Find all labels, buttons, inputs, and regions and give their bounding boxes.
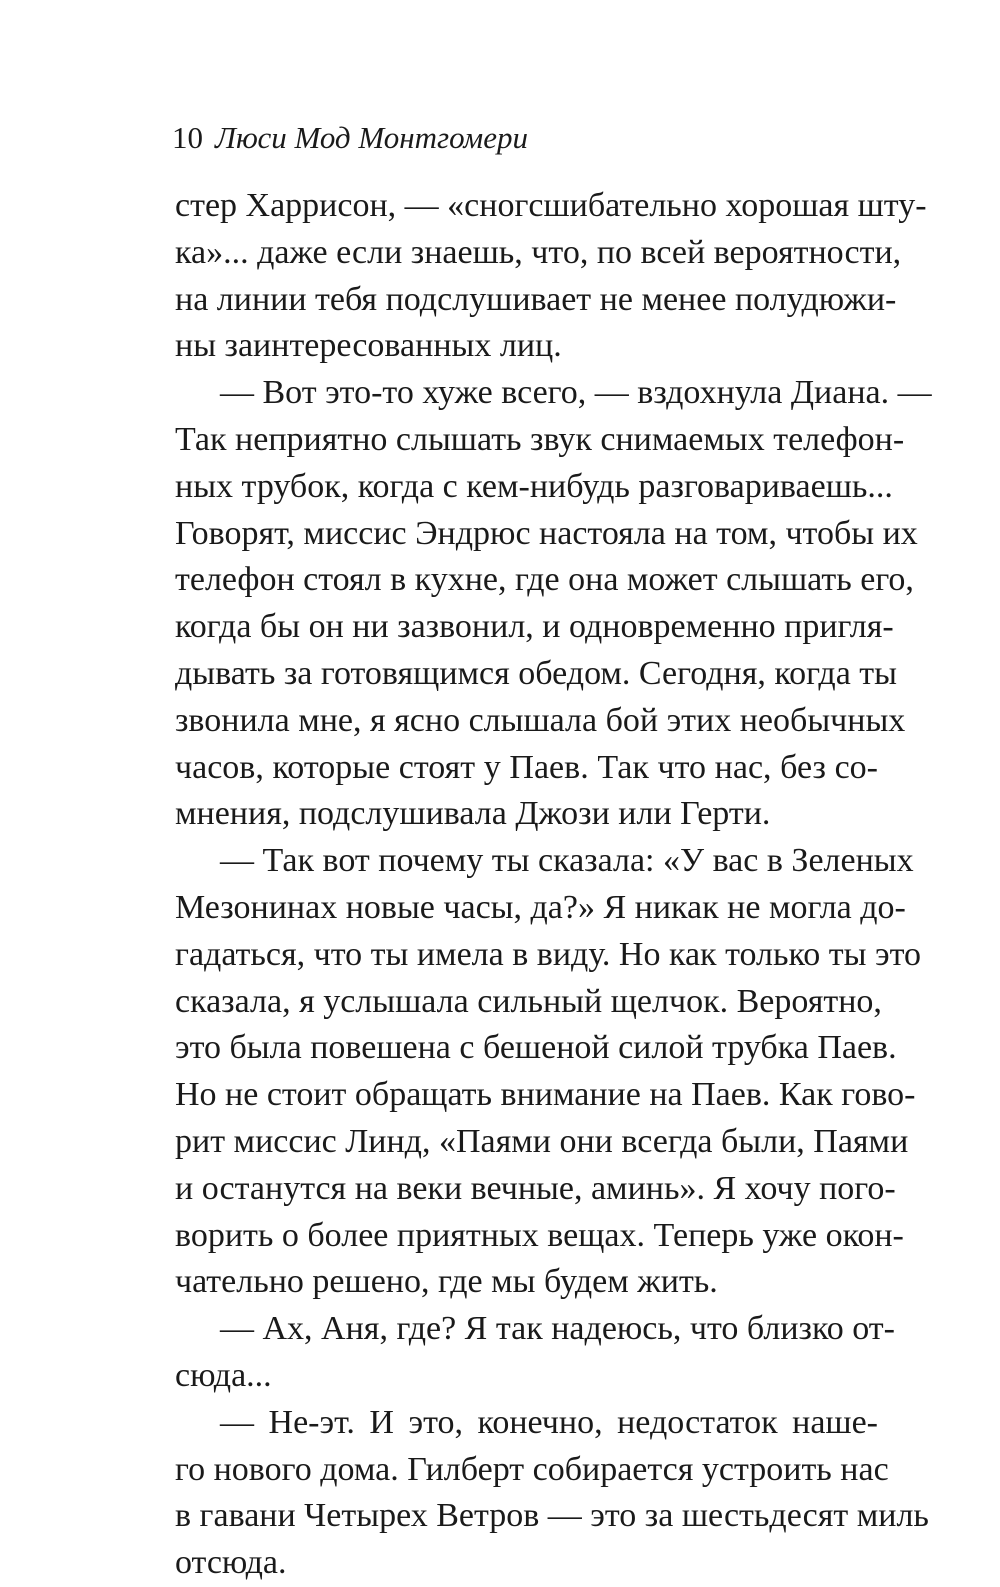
text-line: в гавани Четырех Ветров — это за шестьдесят миль xyxy=(175,1497,929,1535)
text-line: рит миссис Линд, «Паями они всегда были, Паями xyxy=(175,1122,909,1160)
text-line: ка»... даже если знаешь, что, по всей вероятности, xyxy=(175,233,902,271)
text-line: сюда... xyxy=(175,1356,272,1394)
text-line: ворить о более приятных вещах. Теперь уже окон- xyxy=(175,1216,904,1254)
text-line: сказала, я услышала сильный щелчок. Вероятно, xyxy=(175,982,882,1020)
text-line: это была повешена с бешеной силой трубка Паев. xyxy=(175,1029,897,1067)
text-line: гадаться, что ты имела в виду. Но как только ты это xyxy=(175,935,922,973)
text-line: чательно решено, где мы будем жить. xyxy=(175,1263,718,1301)
text-line: дывать за готовящимся обедом. Сегодня, когда ты xyxy=(175,654,898,692)
text-line: звонила мне, я ясно слышала бой этих необычных xyxy=(175,701,906,739)
text-line: Мезонинах новые часы, да?» Я никак не могла до- xyxy=(175,888,906,926)
text-line: — Ах, Аня, где? Я так надеюсь, что близко от- xyxy=(220,1310,895,1348)
text-line: — Так вот почему ты сказала: «У вас в Зеленых xyxy=(220,842,914,880)
text-line: отсюда. xyxy=(175,1544,287,1582)
body-text xyxy=(175,183,932,1587)
text-line: ных трубок, когда с кем-нибудь разговариваешь... xyxy=(175,467,893,505)
text-line: телефон стоял в кухне, где она может слышать его, xyxy=(175,561,914,599)
text-line: мнения, подслушивала Джози или Герти. xyxy=(175,795,771,833)
text-line: — Вот это-то хуже всего, — вздохнула Диана. — xyxy=(220,374,932,412)
book-author: Люси Мод Монтгомери xyxy=(215,120,528,155)
text-line: Так неприятно слышать звук снимаемых телефон- xyxy=(175,420,905,458)
text-line: на линии тебя подслушивает не менее полудюжи- xyxy=(175,280,897,318)
text-line: ны заинтересованных лиц. xyxy=(175,327,562,365)
text-line: го нового дома. Гилберт собирается устроить нас xyxy=(175,1450,889,1488)
page-number: 10 xyxy=(172,120,203,155)
text-line: — Не-эт. И это, конечно, недостаток наше- xyxy=(220,1403,878,1441)
text-line: и останутся на веки вечные, аминь». Я хочу пого- xyxy=(175,1169,896,1207)
text-line: стер Харрисон, — «сногсшибательно хорошая шту- xyxy=(175,187,927,224)
text-line: когда бы он ни зазвонил, и одновременно пригля- xyxy=(175,608,894,646)
text-line: Но не стоит обращать внимание на Паев. Как гово- xyxy=(175,1076,916,1114)
text-line: часов, которые стоят у Паев. Так что нас, без со- xyxy=(175,748,878,786)
text-line: Говорят, миссис Эндрюс настояла на том, чтобы их xyxy=(175,514,918,552)
running-head xyxy=(172,118,528,158)
